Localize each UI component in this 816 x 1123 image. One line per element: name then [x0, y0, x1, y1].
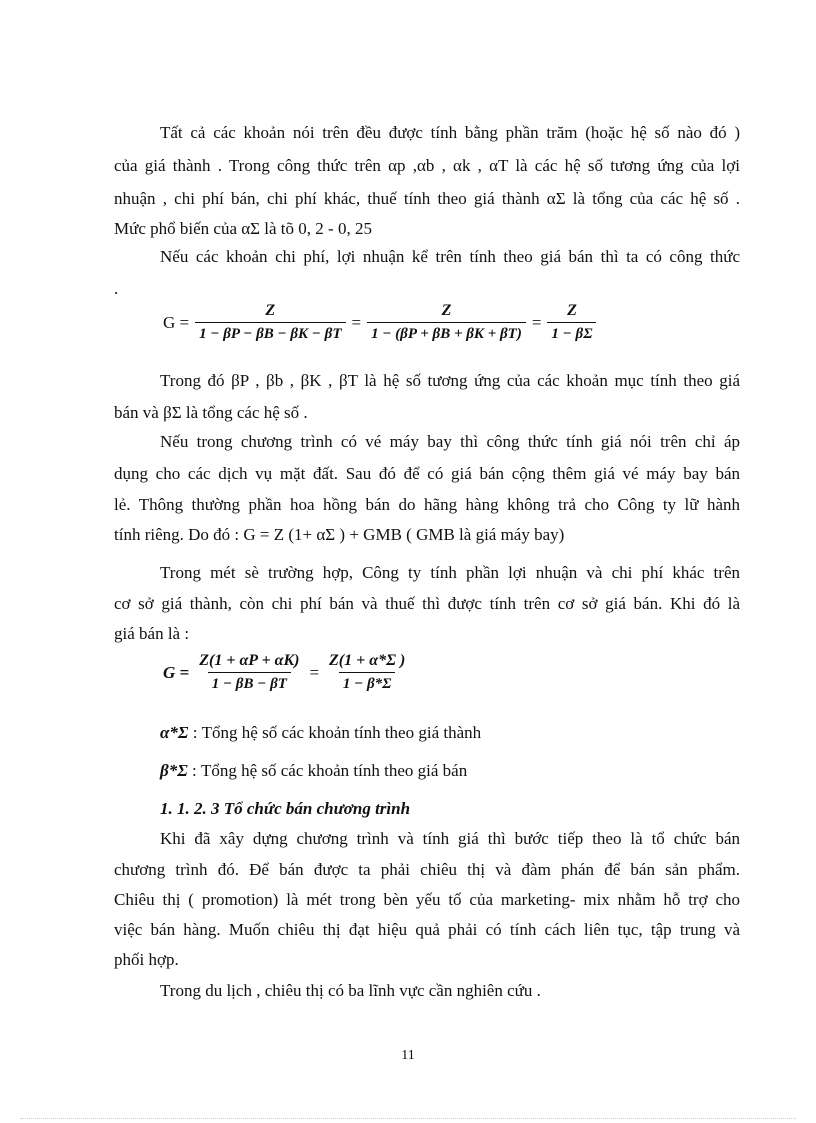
paragraph-6-line-3: Chiêu thị ( promotion) là mét trong bèn yếu tố của marketing- mix nhằm hỗ trợ cho: [114, 890, 740, 909]
formula-2-numerator-1: Z(1 + αP + αK): [199, 652, 300, 669]
section-heading: 1. 1. 2. 3 Tổ chức bán chương trình: [160, 799, 411, 818]
paragraph-4-line-4: tính riêng. Do đó : G = Z (1+ αΣ ) + GMB ( GMB là giá máy bay): [114, 525, 565, 544]
page-number: 11: [401, 1048, 415, 1063]
formula-2-numerator-2: Z(1 + α*Σ ): [329, 652, 406, 669]
paragraph-7: Trong du lịch , chiêu thị có ba lĩnh vực cần nghiên cứu .: [160, 981, 541, 1000]
paragraph-4-line-1: Nếu trong chương trình có vé máy bay thì công thức tính giá nói trên chỉ áp: [160, 432, 740, 451]
paragraph-4-line-3: lẻ. Thông thường phần hoa hồng bán do hãng hàng không trả cho Công ty lữ hành: [114, 495, 740, 514]
paragraph-5-line-2: cơ sở giá thành, còn chi phí bán và thuế thì được tính trên cơ sở giá bán. Khi đó là: [114, 594, 740, 613]
formula-2-fraction-2: [325, 652, 409, 693]
paragraph-1-line-1: Tất cả các khoản nói trên đều được tính bằng phần trăm (hoặc hệ số nào đó ): [160, 123, 740, 142]
definition-beta-star: [160, 760, 467, 782]
formula-1-equals-2: =: [531, 312, 542, 332]
paragraph-1-line-2: của giá thành . Trong công thức trên αp ,αb , αk , αT là các hệ số tương ứng của lợi: [114, 156, 740, 175]
paragraph-6-line-4: việc bán hàng. Muốn chiêu thị đạt hiệu quả phải có tính cách liên tục, tập trung và: [114, 920, 740, 939]
paragraph-5-line-1: Trong mét sè trường hợp, Công ty tính phần lợi nhuận và chi phí khác trên: [160, 563, 740, 582]
formula-1-numerator-3: Z: [567, 302, 577, 319]
definition-beta-star-text: : Tổng hệ số các khoản tính theo giá bán: [191, 761, 468, 780]
formula-1-denominator-2: 1 − (βP + βB + βK + βT): [367, 322, 526, 343]
paragraph-1-line-4: Mức phổ biến của αΣ là tõ 0, 2 - 0, 25: [114, 219, 372, 238]
formula-1-equals-1: =: [351, 312, 362, 332]
alpha-star-symbol: α*Σ: [160, 723, 189, 742]
formula-2-fraction-1: [195, 652, 303, 693]
paragraph-2-line-2: .: [114, 279, 119, 298]
paragraph-6-line-1: Khi đã xây dựng chương trình và tính giá thì bước tiếp theo là tổ chức bán: [160, 829, 740, 848]
paragraph-6-line-2: chương trình đó. Để bán được ta phải chiêu thị và đàm phán để bán sản phẩm.: [114, 860, 740, 879]
definition-alpha-star-text: : Tổng hệ số các khoản tính theo giá thành: [192, 723, 482, 742]
formula-price-by-selling: [160, 302, 599, 343]
paragraph-4-line-2: dụng cho các dịch vụ mặt đất. Sau đó để có giá bán cộng thêm giá vé máy bay bán: [114, 464, 740, 483]
formula-1-fraction-2: [367, 302, 526, 343]
formula-2-equals-1: =: [309, 662, 320, 682]
paragraph-3-line-2: bán và βΣ là tổng các hệ số .: [114, 403, 308, 422]
formula-1-lhs: G =: [163, 312, 190, 332]
paragraph-5-line-3: giá bán là :: [114, 624, 190, 643]
formula-1-numerator-1: Z: [265, 302, 276, 319]
paragraph-2-line-1: Nếu các khoản chi phí, lợi nhuận kể trên tính theo giá bán thì ta có công thức: [160, 247, 740, 266]
formula-1-fraction-3: [547, 302, 596, 343]
formula-1-fraction-1: [195, 302, 345, 343]
formula-1-numerator-2: Z: [441, 302, 452, 319]
paragraph-6-line-5: phối hợp.: [114, 950, 179, 969]
paragraph-1-line-3: nhuận , chi phí bán, chi phí khác, thuế tính theo giá thành αΣ là tổng của các hệ số .: [114, 189, 740, 208]
beta-star-symbol: β*Σ: [160, 761, 188, 780]
formula-1-denominator-3: 1 − βΣ: [547, 322, 596, 343]
formula-2-denominator-2: 1 − β*Σ: [339, 672, 396, 693]
paragraph-3-line-1: Trong đó βP , βb , βK , βT là hệ số tương ứng của các khoản mục tính theo giá: [160, 371, 740, 390]
formula-1-denominator-1: 1 − βP − βB − βK − βT: [195, 322, 345, 343]
formula-2-lhs: G =: [163, 662, 190, 682]
definition-alpha-star: [160, 722, 481, 744]
formula-2-denominator-1: 1 − βB − βT: [208, 672, 291, 693]
formula-price-mixed: [160, 652, 412, 693]
page-bottom-divider: [20, 1118, 796, 1119]
